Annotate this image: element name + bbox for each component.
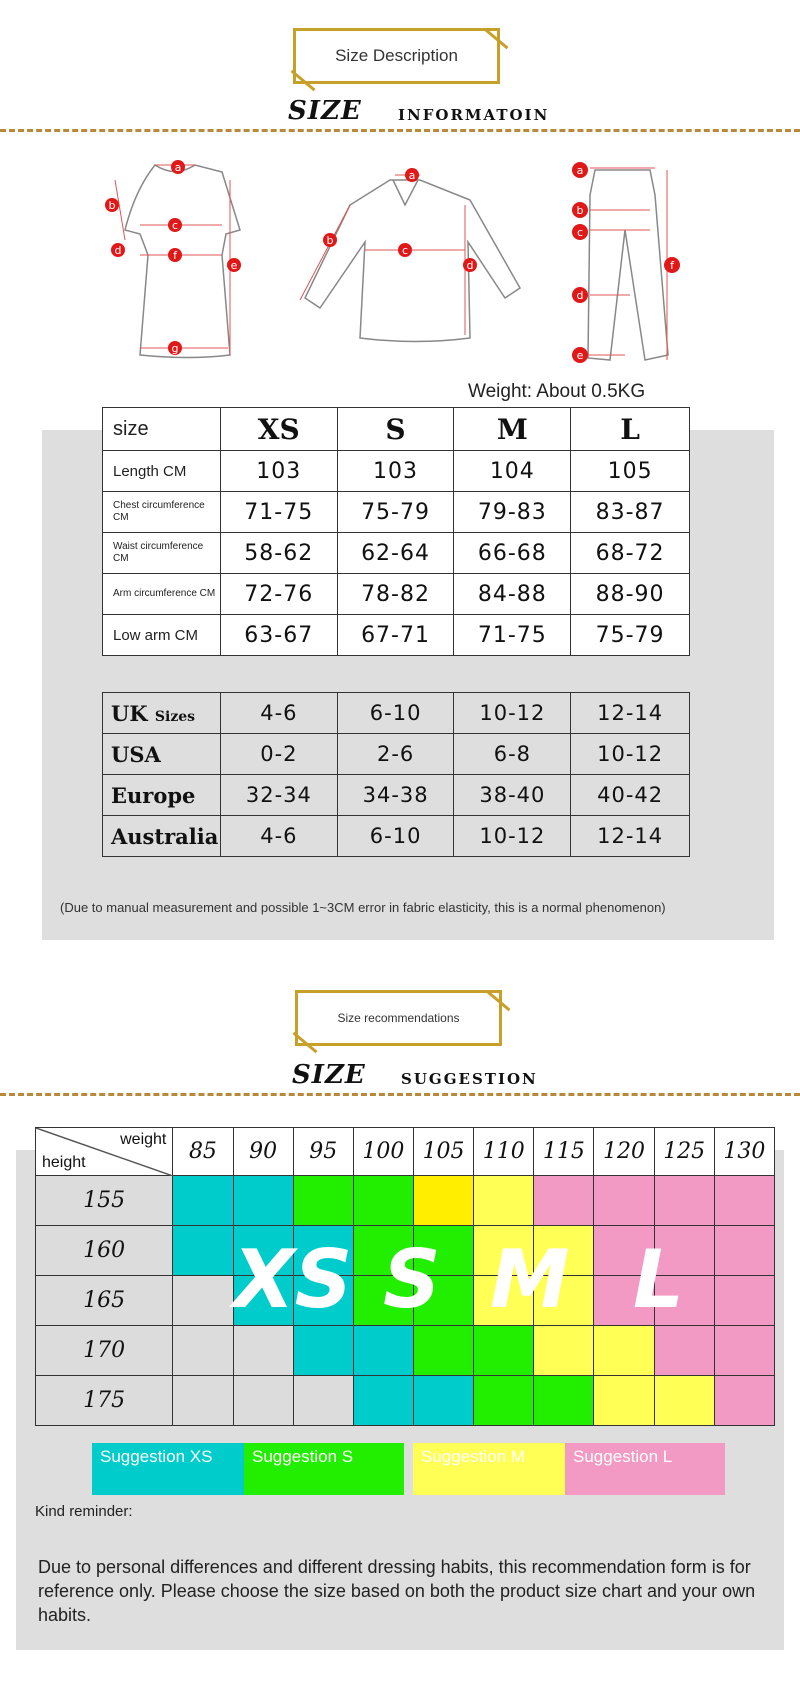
pants-marker-f	[664, 257, 680, 273]
svg-text:c: c	[171, 219, 179, 232]
rec-cell-165-85	[173, 1276, 233, 1326]
legend-xs: Suggestion XS	[92, 1443, 244, 1495]
chest-xs: 71-75	[220, 492, 337, 533]
kind-reminder-label: Kind reminder:	[35, 1503, 133, 1520]
weight-header-105: 105	[413, 1128, 473, 1176]
dashed-divider-bottom	[0, 1093, 800, 1096]
low-arm-l: 75-79	[571, 615, 690, 656]
rec-cell-155-85	[173, 1176, 233, 1226]
row-label-chest: Chest circumference CM	[103, 492, 221, 533]
legend-m: Suggestion M	[413, 1443, 565, 1495]
svg-text:e: e	[576, 349, 584, 362]
rec-cell-175-120	[594, 1376, 654, 1426]
informatoin-title: INFORMATOIN	[398, 106, 550, 124]
dress-marker-e	[227, 258, 241, 272]
usa-s: 2-6	[337, 734, 454, 775]
svg-text:a: a	[576, 164, 584, 177]
arm-m: 84-88	[454, 574, 571, 615]
row-label-arm: Arm circumference CM	[103, 574, 221, 615]
uk-xs: 4-6	[220, 693, 337, 734]
europe-xs: 32-34	[220, 775, 337, 816]
rec-cell-170-100	[353, 1326, 413, 1376]
rec-cell-160-85	[173, 1226, 233, 1276]
rec-cell-155-90	[233, 1176, 293, 1226]
dashed-divider-top	[0, 129, 800, 132]
dress-marker-b	[105, 198, 119, 212]
shirt-marker-c	[398, 243, 412, 257]
svg-text:c: c	[576, 226, 584, 239]
svg-text:f: f	[670, 259, 674, 272]
size-table	[102, 407, 690, 656]
suggestion-title: SUGGESTION	[401, 1070, 538, 1088]
rec-cell-175-110	[474, 1376, 534, 1426]
row-label-length: Length CM	[103, 451, 221, 492]
length-s: 103	[337, 451, 454, 492]
length-m: 104	[454, 451, 571, 492]
size-header-label: size	[103, 408, 221, 451]
low-arm-m: 71-75	[454, 615, 571, 656]
overlay-s: S	[383, 1233, 441, 1326]
region-usa-label: USA	[103, 734, 221, 775]
usa-xs: 0-2	[220, 734, 337, 775]
rec-cell-170-95	[293, 1326, 353, 1376]
svg-text:b: b	[576, 204, 584, 217]
svg-text:a: a	[408, 169, 416, 182]
corner-weight-label: weight	[120, 1131, 167, 1148]
dress-marker-d	[111, 243, 125, 257]
australia-xs: 4-6	[220, 816, 337, 857]
size-description-box	[293, 28, 500, 84]
rec-cell-175-115	[534, 1376, 594, 1426]
shirt-marker-b	[323, 233, 337, 247]
size-header-s: S	[337, 408, 454, 451]
australia-m: 10-12	[454, 816, 571, 857]
svg-text:d: d	[576, 289, 584, 302]
weight-header-130: 130	[714, 1128, 774, 1176]
overlay-xs: XS	[233, 1233, 353, 1326]
dress-marker-c	[168, 218, 182, 232]
weight-note: Weight: About 0.5KG	[468, 381, 646, 402]
size-recommendations-label: Size recommendations	[337, 1011, 460, 1025]
uk-m: 10-12	[454, 693, 571, 734]
svg-text:f: f	[173, 249, 177, 262]
waist-xs: 58-62	[220, 533, 337, 574]
height-label-170: 170	[36, 1326, 173, 1376]
rec-cell-165-130	[714, 1276, 774, 1326]
pants-marker-c	[572, 224, 588, 240]
uk-s: 6-10	[337, 693, 454, 734]
weight-header-100: 100	[353, 1128, 413, 1176]
legend-s: Suggestion S	[244, 1443, 404, 1495]
rec-cell-175-105	[413, 1376, 473, 1426]
size-title: SIZE	[288, 96, 362, 126]
size-suggestion-title: SIZE	[292, 1060, 366, 1090]
size-header-l: L	[571, 408, 690, 451]
rec-cell-155-115	[534, 1176, 594, 1226]
region-uk-label: UK Sizes	[103, 693, 221, 734]
region-australia-label: Australia	[103, 816, 221, 857]
arm-xs: 72-76	[220, 574, 337, 615]
rec-cell-170-120	[594, 1326, 654, 1376]
rec-cell-170-115	[534, 1326, 594, 1376]
weight-header-110: 110	[474, 1128, 534, 1176]
waist-l: 68-72	[571, 533, 690, 574]
shirt-marker-d	[463, 258, 477, 272]
height-label-165: 165	[36, 1276, 173, 1326]
size-recommendations-box	[295, 990, 502, 1046]
region-europe-label: Europe	[103, 775, 221, 816]
dress-marker-g	[168, 341, 182, 355]
rec-cell-175-95	[293, 1376, 353, 1426]
overlay-m: M	[490, 1233, 570, 1326]
rec-cell-155-110	[474, 1176, 534, 1226]
rec-cell-175-90	[233, 1376, 293, 1426]
rec-cell-155-130	[714, 1176, 774, 1226]
dress-marker-a	[171, 160, 185, 174]
dress-marker-f	[168, 248, 182, 262]
weight-header-90: 90	[233, 1128, 293, 1176]
europe-l: 40-42	[571, 775, 690, 816]
weight-header-95: 95	[293, 1128, 353, 1176]
height-label-160: 160	[36, 1226, 173, 1276]
legend-l: Suggestion L	[565, 1443, 725, 1495]
measurement-note: (Due to manual measurement and possible 1~3CM error in fabric elasticity, this is a normal phenomenon)	[60, 900, 666, 915]
rec-cell-155-125	[654, 1176, 714, 1226]
length-xs: 103	[220, 451, 337, 492]
rec-cell-170-105	[413, 1326, 473, 1376]
arm-l: 88-90	[571, 574, 690, 615]
low-arm-xs: 63-67	[220, 615, 337, 656]
svg-text:b: b	[326, 234, 334, 247]
uk-l: 12-14	[571, 693, 690, 734]
row-label-low-arm: Low arm CM	[103, 615, 221, 656]
size-header-xs: XS	[220, 408, 337, 451]
australia-s: 6-10	[337, 816, 454, 857]
low-arm-s: 67-71	[337, 615, 454, 656]
chest-s: 75-79	[337, 492, 454, 533]
weight-header-125: 125	[654, 1128, 714, 1176]
svg-text:d: d	[114, 244, 122, 257]
rec-cell-170-110	[474, 1326, 534, 1376]
waist-m: 66-68	[454, 533, 571, 574]
rec-cell-155-95	[293, 1176, 353, 1226]
rec-cell-170-90	[233, 1326, 293, 1376]
shirt-marker-a	[405, 168, 419, 182]
reminder-text: Due to personal differences and different dressing habits, this recommendation form is for reference only. Please choose the size based on both the product size chart and your own habits.	[38, 1557, 756, 1625]
svg-text:d: d	[466, 259, 474, 272]
row-label-waist: Waist circumference CM	[103, 533, 221, 574]
rec-cell-170-130	[714, 1326, 774, 1376]
rec-cell-175-125	[654, 1376, 714, 1426]
australia-l: 12-14	[571, 816, 690, 857]
pants-marker-d	[572, 287, 588, 303]
corner-height-label: height	[42, 1154, 86, 1171]
height-label-175: 175	[36, 1376, 173, 1426]
length-l: 105	[571, 451, 690, 492]
rec-cell-155-100	[353, 1176, 413, 1226]
overlay-l: L	[633, 1233, 684, 1326]
svg-text:c: c	[401, 244, 409, 257]
size-header-m: M	[454, 408, 571, 451]
pants-marker-e	[572, 347, 588, 363]
corner-cell	[36, 1128, 173, 1176]
rec-cell-155-105	[413, 1176, 473, 1226]
pants-marker-a	[572, 162, 588, 178]
usa-l: 10-12	[571, 734, 690, 775]
garment-diagrams	[0, 150, 800, 380]
europe-s: 34-38	[337, 775, 454, 816]
rec-cell-175-85	[173, 1376, 233, 1426]
region-size-table	[102, 692, 690, 857]
svg-text:g: g	[171, 342, 179, 355]
size-description-label: Size Description	[335, 46, 458, 65]
rec-cell-175-130	[714, 1376, 774, 1426]
usa-m: 6-8	[454, 734, 571, 775]
rec-cell-155-120	[594, 1176, 654, 1226]
rec-cell-175-100	[353, 1376, 413, 1426]
arm-s: 78-82	[337, 574, 454, 615]
pants-marker-b	[572, 202, 588, 218]
weight-header-120: 120	[594, 1128, 654, 1176]
europe-m: 38-40	[454, 775, 571, 816]
svg-text:a: a	[174, 161, 182, 174]
rec-cell-170-85	[173, 1326, 233, 1376]
rec-cell-170-125	[654, 1326, 714, 1376]
svg-text:e: e	[230, 259, 238, 272]
chest-l: 83-87	[571, 492, 690, 533]
weight-header-85: 85	[173, 1128, 233, 1176]
svg-text:b: b	[108, 199, 116, 212]
rec-cell-160-130	[714, 1226, 774, 1276]
waist-s: 62-64	[337, 533, 454, 574]
weight-header-115: 115	[534, 1128, 594, 1176]
chest-m: 79-83	[454, 492, 571, 533]
height-label-155: 155	[36, 1176, 173, 1226]
